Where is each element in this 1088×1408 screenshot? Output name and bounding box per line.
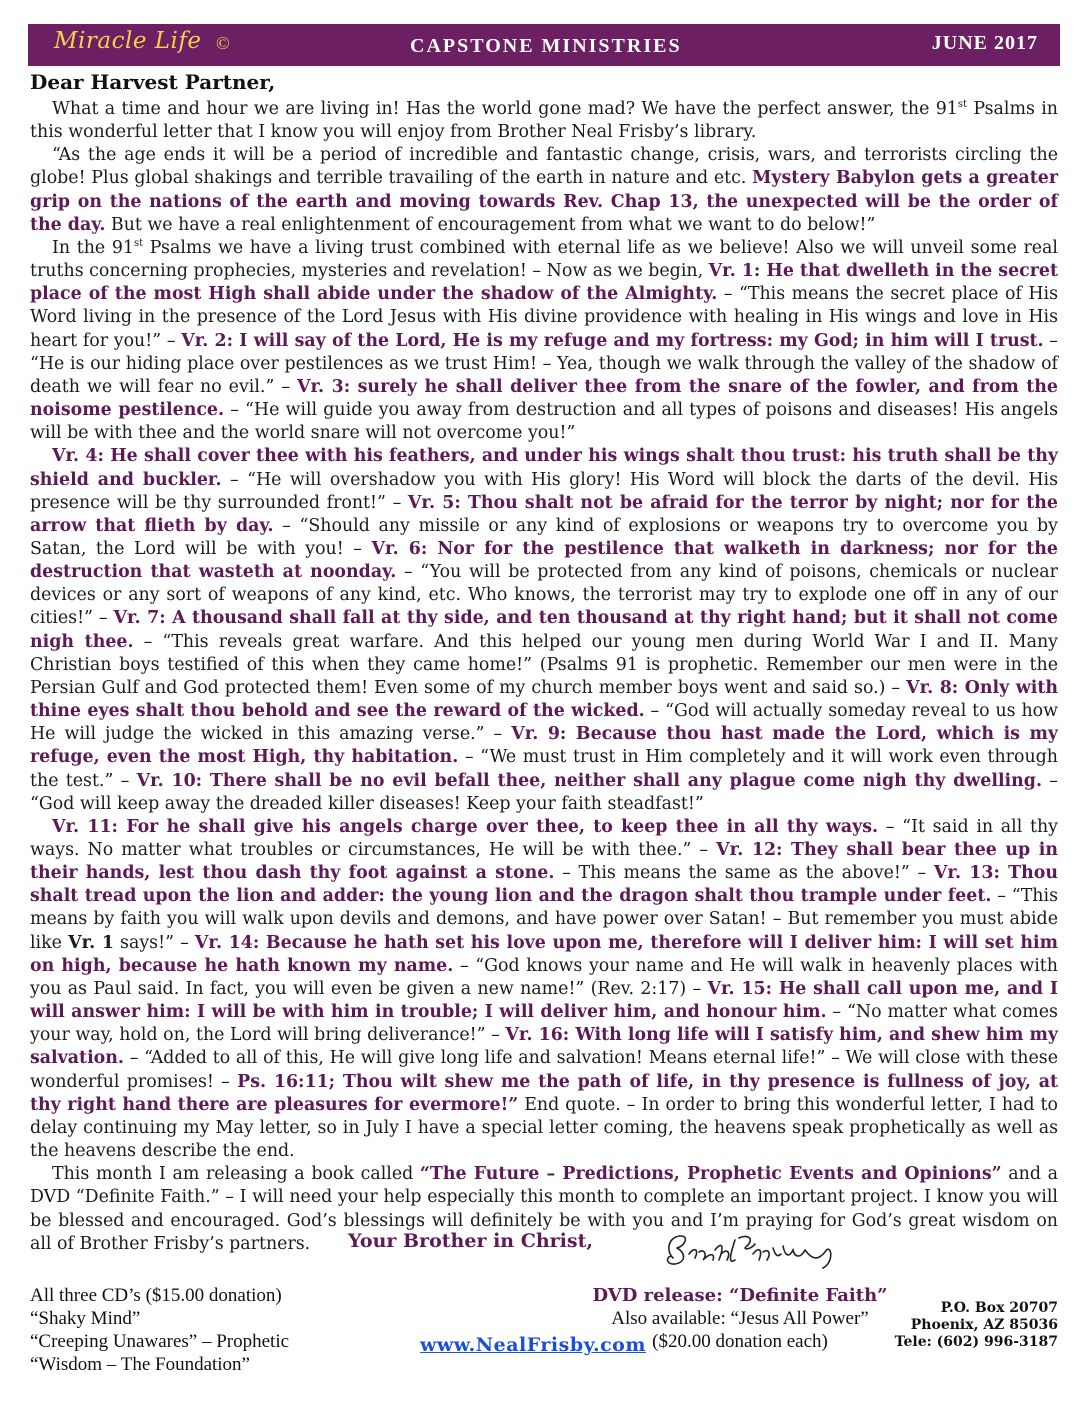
text: – “He is our hiding place over pestilences as we trust Him! – Yea, though we walk through the valley of the shadow of death we will fear no evil.” – (30, 330, 1058, 397)
cd-title: “Creeping Unawares” – Prophetic (30, 1331, 290, 1352)
text: – “He will guide you away from destruction and all types of poisons and diseases! His angels will be with thee and the world snare will not overcome you!” (30, 400, 1059, 444)
cd-title: “Wisdom – The Foundation” (30, 1354, 250, 1375)
superscript: st (957, 99, 968, 111)
brand-logo: Miracle Life (54, 28, 202, 54)
signature (655, 1228, 855, 1272)
text: and a DVD “Definite Faith.” – I will need your help especially this month to complete an important project. I know you will be blessed and encouraged. God’s blessings will definitely be with you and I’m praying for God’s great wisdom on all of Brother Frisby’s partners. (30, 1164, 1059, 1254)
verse: Vr. 13: Thou shalt tread upon the lion and adder: the young lion and the dragon shalt thou trample under feet. (30, 863, 1058, 907)
city-state: Phoenix, AZ 85036 (910, 1317, 1058, 1333)
text: – This means the same as the above!” – (554, 863, 934, 884)
verse: Vr. 14: Because he hath set his love upon me, therefore will I deliver him: I will set him on high, because he hath known my name. (30, 932, 1058, 976)
mailing-address (895, 1300, 1058, 1351)
text: “As the age ends it will be a period of incredible and fantastic change, crisis, wars, and terrorists circling the globe! Plus global shakings and terrible travailing of the earth in nature and etc. (30, 145, 1058, 189)
paragraph-2 (30, 144, 1058, 237)
letter-body (30, 98, 1058, 1256)
verse: Ps. 16:11; Thou wilt shew me the path of life, in thy presence is fullness of joy, at thy right hand there are pleasures for evermore!” (30, 1071, 1059, 1115)
cd-title: “Shaky Mind” (30, 1308, 141, 1329)
text: – “You will be protected from any kind of poisons, chemicals or nuclear devices or any sort of weapons of any kind, etc. Who knows, the terrorist may try to explode one off in any of our cities!” – (30, 562, 1058, 629)
header-banner (28, 24, 1060, 66)
copyright-mark: © (216, 33, 230, 53)
text: End quote. – In order to bring this wonderful letter, I had to delay continuing my May letter, so in July I have a special letter coming, the heavens speak prophetically as well as the heavens describe the end. (30, 1094, 1058, 1162)
verse: Vr. 9: Because thou hast made the Lord, which is my refuge, even the most High, thy habitation. (30, 724, 1058, 768)
dvd-also: Also available: “Jesus All Power” (611, 1308, 869, 1329)
cd-offer-list (30, 1284, 289, 1376)
text: – “We must trust in Him completely and it will work even through the test.” – (30, 747, 1058, 791)
verse: Vr. 2: I will say of the Lord, He is my refuge and my fortress: my God; in him will I trust. (181, 330, 1044, 351)
salutation: Dear Harvest Partner, (30, 70, 276, 94)
verse: Vr. 12: They shall bear thee up in their hands, lest thou dash thy foot against a stone. (30, 840, 1058, 884)
verse: Vr. 10: There shall be no evil befall thee, neither shall any plague come nigh thy dwelling. (136, 770, 1043, 791)
paragraph-5 (30, 816, 1058, 1163)
text: Psalms in this wonderful letter that I know you will enjoy from Brother Neal Frisby’s library. (30, 99, 1058, 143)
text: – “God will actually someday reveal to us how He will judge the wicked in this amazing verse.” – (30, 701, 1058, 745)
text: – “He will overshadow you with His glory! His Word will block the darts of the devil. His presence will be thy surrounded front!” – (30, 469, 1058, 513)
paragraph-3 (30, 237, 1058, 445)
verse: Vr. 1: He that dwelleth in the secret place of the most High shall abide under the shadow of the Almighty. (30, 261, 1058, 305)
text: – “No matter what comes your way, hold on, the Lord will bring deliverance!” – (30, 1002, 1058, 1046)
verse: Vr. 16: With long life will I satisfy him, and shew him my salvation. (30, 1025, 1058, 1069)
superscript: st (133, 238, 144, 250)
verse: Vr. 6: Nor for the pestilence that walketh in darkness; nor for the destruction that wasteth at noonday. (30, 538, 1058, 583)
text: – “God knows your name and He will walk in heavenly places with you as Paul said. In fact, you will even be given a new name!” (Rev. 2:17) – (30, 955, 1058, 999)
po-box: P.O. Box 20707 (940, 1300, 1058, 1316)
telephone: Tele: (602) 996-3187 (894, 1334, 1058, 1350)
verse: Vr. 15: He shall call upon me, and I will answer him: I will be with him in trouble; I will deliver him, and honour him. (30, 978, 1058, 1023)
text: – “This means by faith you will walk upon devils and demons, and have power over Satan! – But remember you must abide like (30, 886, 1058, 953)
cd-offer-line: All three CD’s ($15.00 donation) (30, 1285, 282, 1306)
verse: Vr. 7: A thousand shall fall at thy side, and ten thousand at thy right hand; but it shall not come nigh thee. (30, 608, 1058, 652)
organization-name: CAPSTONE MINISTRIES (410, 35, 682, 57)
text: But we have a real enlightenment of encouragement from what we want to do below!” (105, 214, 876, 235)
verse: Vr. 4: He shall cover thee with his feathers, and under his wings shalt thou trust: his truth shall be thy shield and buckler. (30, 446, 1058, 490)
text: says!” – (113, 932, 195, 953)
text: This month I am releasing a book called (52, 1164, 420, 1185)
verse: Vr. 3: surely he shall deliver thee from the snare of the fowler, and from the noisome pestilence. (30, 376, 1058, 421)
text: – “God will keep away the dreaded killer diseases! Keep your faith steadfast!” (30, 770, 1058, 814)
dvd-price: ($20.00 donation each) (652, 1331, 828, 1352)
issue-date: JUNE 2017 (931, 32, 1038, 54)
closing: Your Brother in Christ, (348, 1230, 593, 1252)
text: – “This reveals great warfare. And this helped our young men during World War I and II. Many Christian boys testified of this when they came home!” (Psalms 91 is prophetic. Remember our men were in the Persian Gulf and God protected them! Even some of my church member boys went and said so.) – (30, 631, 1059, 698)
verse: Vr. 8: Only with thine eyes shalt thou behold and see the reward of the wicked. (30, 677, 1058, 722)
dvd-title: DVD release: “Definite Faith” (592, 1285, 888, 1306)
paragraph-1 (30, 98, 1058, 144)
text: – “Should any missile or any kind of explosions or weapons try to overcome you by Satan, the Lord will be with you! – (30, 515, 1058, 559)
text: What a time and hour we are living in! Has the world gone mad? We have the perfect answer, the 91 (52, 99, 958, 119)
verse: Vr. 5: Thou shalt not be afraid for the terror by night; nor for the arrow that flieth by day. (30, 492, 1058, 536)
verse: Vr. 11: For he shall give his angels charge over thee, to keep thee in all thy ways. (52, 816, 879, 837)
text: In the 91 (52, 237, 134, 258)
emphasis: Mystery Babylon gets a greater grip on the nations of the earth and moving towards Rev. Chap 13, the unexpected will be the order of the day. (30, 168, 1058, 235)
verse-ref: Vr. 1 (68, 932, 114, 953)
paragraph-4 (30, 445, 1058, 816)
text: – “This means the secret place of His Word living in the presence of the Lord Jesus with His divine providence with healing in His wings and love in His heart for you!” – (30, 284, 1058, 351)
text: Psalms we have a living trust combined with eternal life as we believe! Also we will unveil some real truths concerning prophecies, mysteries and revelation! – Now as we begin, (30, 237, 1058, 282)
book-title: “The Future – Predictions, Prophetic Events and Opinions” (419, 1164, 1002, 1185)
text: – “Added to all of this, He will give long life and salvation! Means eternal life!” – We will close with these wonderful promises! – (30, 1048, 1058, 1092)
text: – “It said in all thy ways. No matter what troubles or circumstances, He will be with thee.” – (30, 816, 1058, 860)
website-link[interactable]: www.NealFrisby.com (420, 1334, 646, 1356)
